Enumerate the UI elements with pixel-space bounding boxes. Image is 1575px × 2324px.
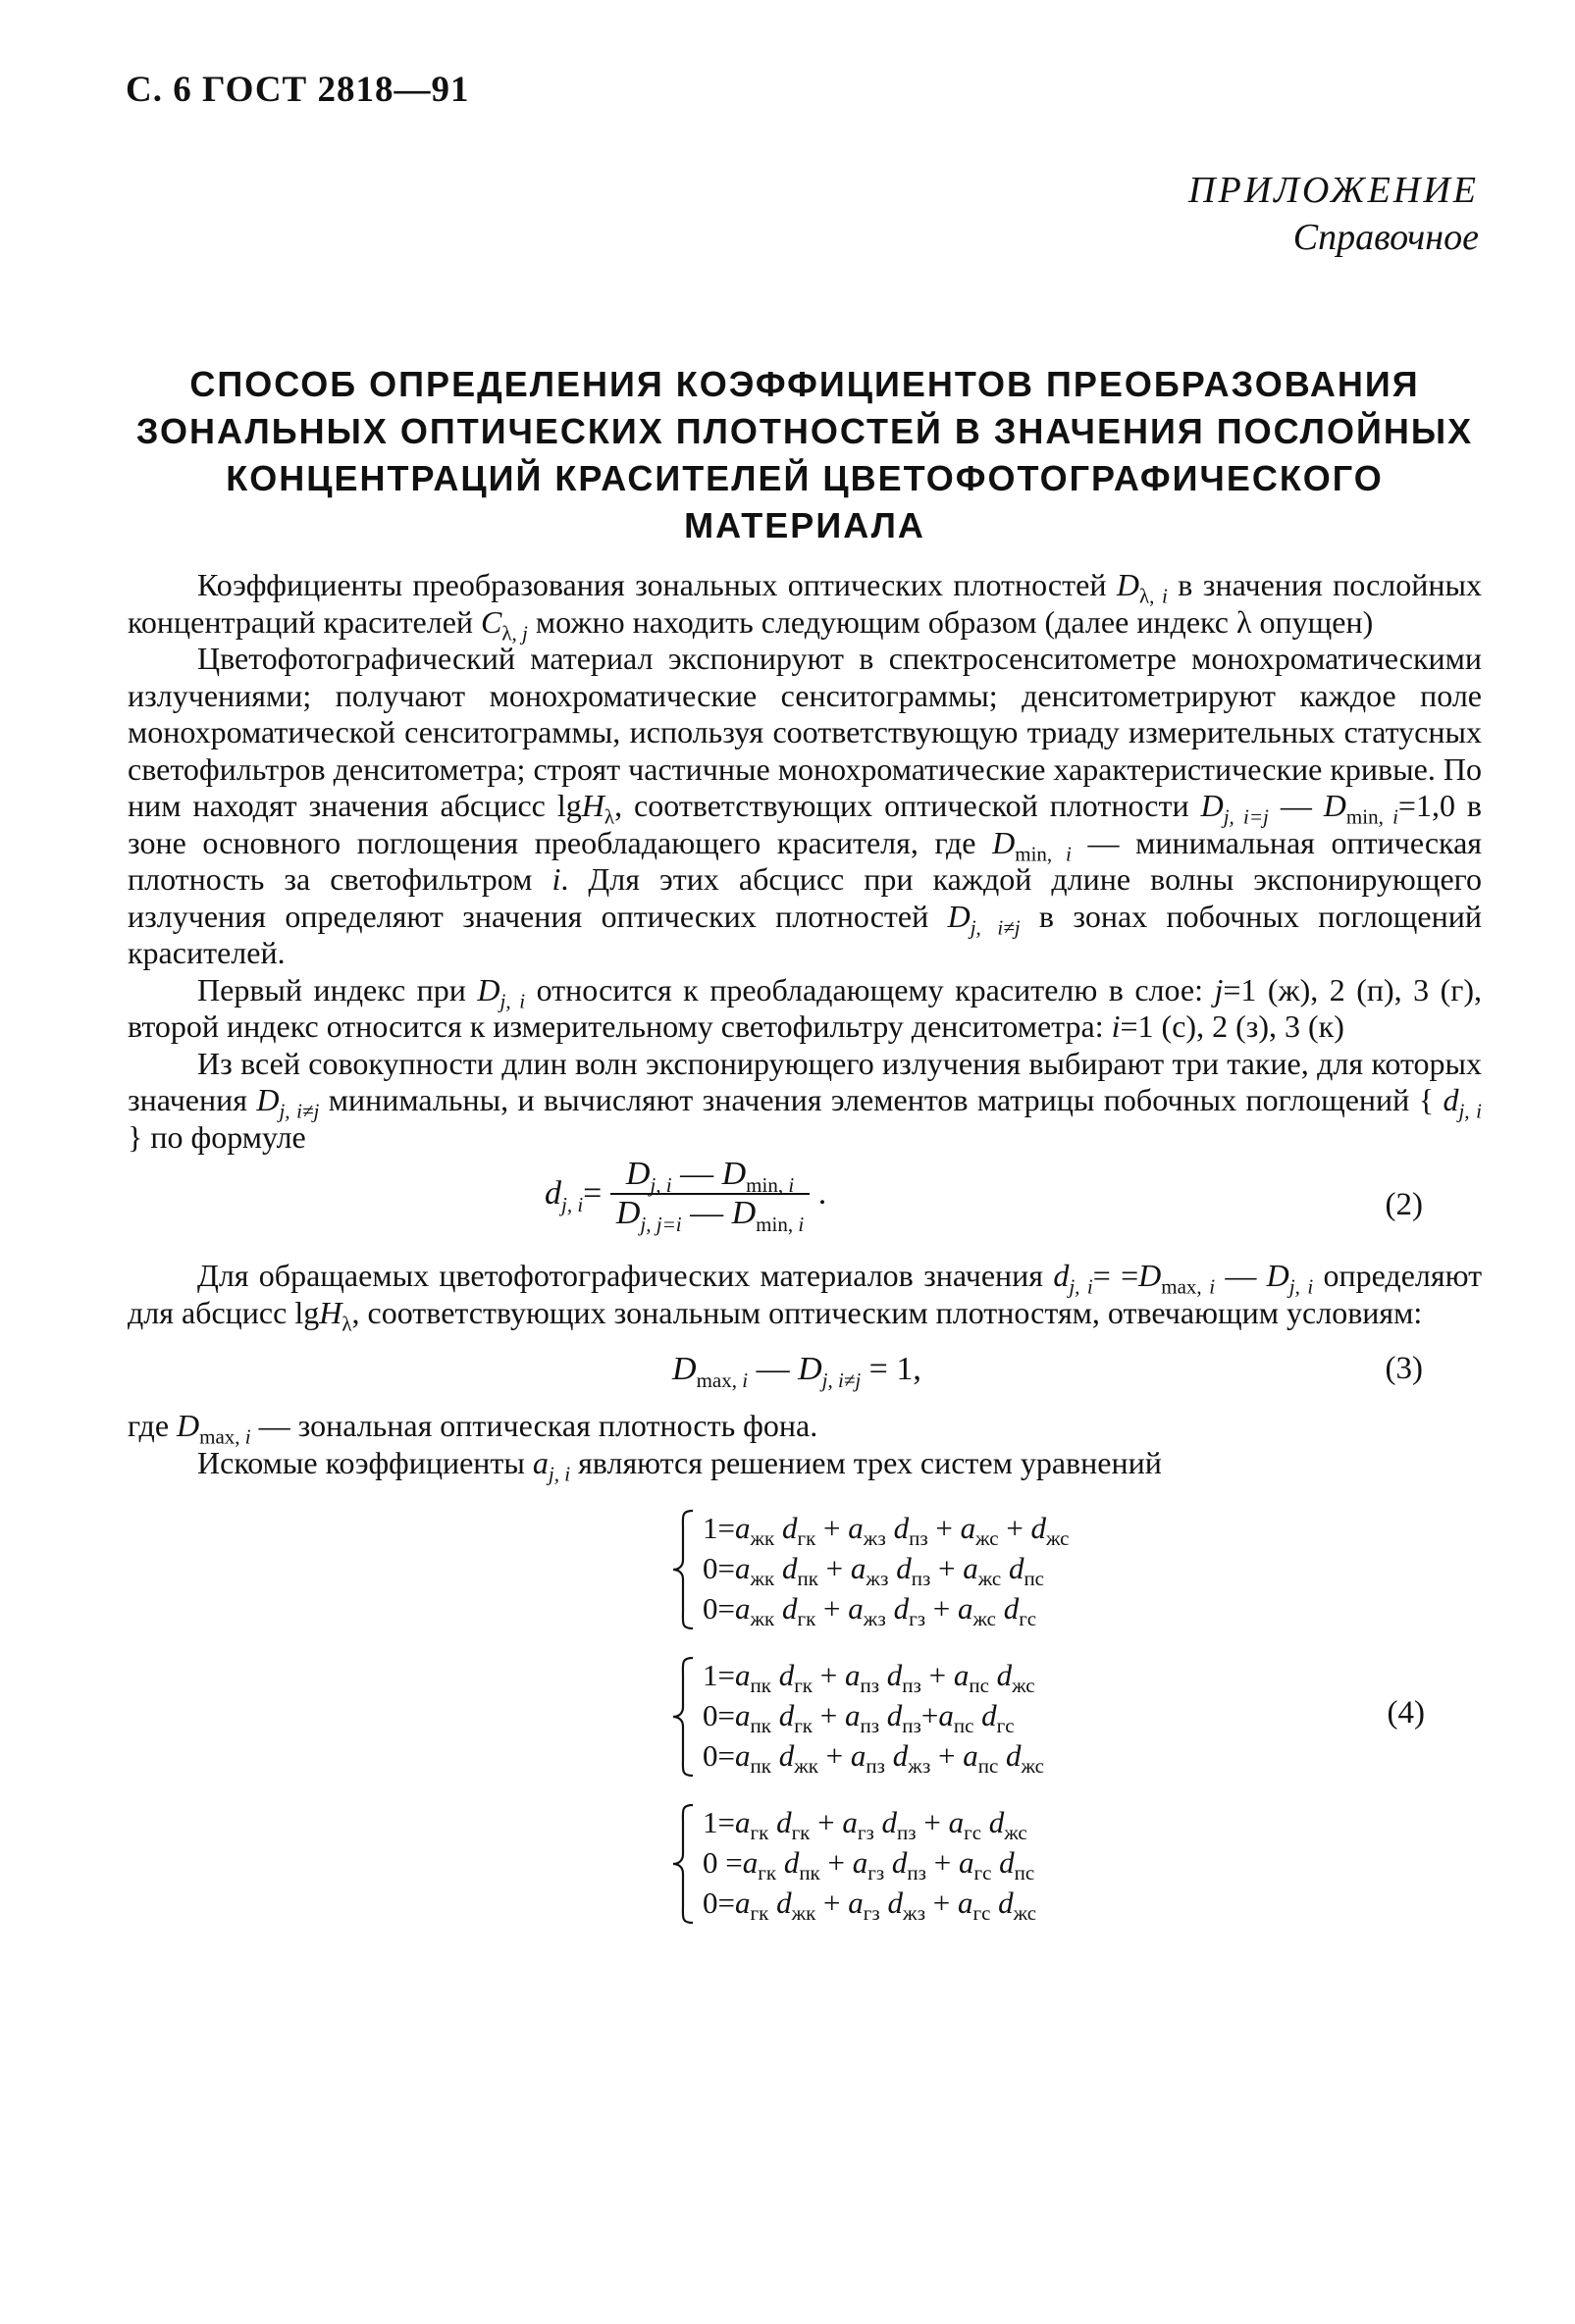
title-line: МАТЕРИАЛА <box>684 505 925 545</box>
equation-3 <box>128 1331 1482 1408</box>
equation-3-formula: $D_{max, i}$ — $D_{j, i\ne j} = 1$, <box>672 1351 921 1392</box>
document-body <box>128 567 1482 1925</box>
paragraph-reversal: Для обращаемых цветофотографических материалов значения $d_{j, i}= =D_{max, i}$ — $D_{j, i}$ определяют для абсцисс lgH$_\lambda$, соответствующих зональным оптическим плотностям, отвечающим условиям: <box>128 1258 1483 1335</box>
equation-system-1: $1=a_{жк}$ $d_{гк} + a_{жз}$ $d_{пз} + a_{жс} + d_{жс}$ $0=a_{жк}$ $d_{пк} + a_{жз}$ $d_{пз} + a_{жс}$ $d_{пс}$ $0=a_{жк}$ $d_{гк} + a_{жз}$ $d_{гз} + a_{жс}$ $d_{гс}$ <box>669 1509 1482 1630</box>
equation-4-number: (4) <box>1387 1695 1425 1730</box>
title-line: КОНЦЕНТРАЦИЙ КРАСИТЕЛЕЙ ЦВЕТОФОТОГРАФИЧЕСКОГО <box>226 458 1384 498</box>
equation-2 <box>128 1156 1482 1258</box>
paragraph-background: где $D_{max, i}$ — зональная оптическая плотность фона. <box>128 1408 818 1449</box>
title-line: СПОСОБ ОПРЕДЕЛЕНИЯ КОЭФФИЦИЕНТОВ ПРЕОБРАЗОВАНИЯ <box>189 364 1420 404</box>
appendix-label <box>1188 167 1479 261</box>
paragraph-intro: Коэффициенты преобразования зональных оптических плотностей $D_{\lambda, i}$ в значения послойных концентраций красителей $C_{\lambda, j}$ можно находить следующим образом (далее индекс λ опущен) <box>128 567 1483 645</box>
brace <box>669 1509 697 1630</box>
paragraph-coefficients: Искомые коэффициенты $a_{j, i}$ являются решением трех систем уравнений <box>197 1444 1162 1485</box>
paragraph-selection: Из всей совокупности длин волн экспонирующего излучения выбирают три такие, для которых значения $D_{j, i\ne j}$ минимальны, и вычисляют значения элементов матрицы побочных поглощений { $d_{j, i}$ } по формуле <box>128 1045 1483 1155</box>
appendix-type: Справочное <box>1292 217 1479 258</box>
appendix-title: ПРИЛОЖЕНИЕ <box>1188 170 1479 211</box>
page-header: С. 6 ГОСТ 2818—91 <box>126 70 470 110</box>
paragraph-indices: Первый индекс при $D_{j, i}$ относится к преобладающему красителю в слое: j=1 (ж), 2 (п), 3 (г), второй индекс относится к измерительному светофильтру денситометра: i=1 (с), 2 (з), 3 (к) <box>128 971 1483 1044</box>
equation-2-formula: $d_{j, i}=$ $\frac{D_{j, i} — D_{min, i}}{D_{j, j=i} — D_{min, i}}$ . <box>545 1156 827 1236</box>
equation-3-number: (3) <box>1385 1351 1423 1386</box>
document-title <box>128 361 1482 549</box>
equation-2-number: (2) <box>1385 1187 1423 1222</box>
brace <box>669 1803 697 1925</box>
fraction: $\frac{D_{j, i} — D_{min, i}}{D_{j, j=i} — D_{min, i}}$ <box>610 1156 810 1231</box>
equation-system-3: $1=a_{гк}$ $d_{гк} + a_{гз}$ $d_{пз} + a_{гс}$ $d_{жс}$ $0 =a_{гк}$ $d_{пк} + a_{гз}$ $d_{пз} + a_{гс}$ $d_{пс}$ $0=a_{гк}$ $d_{жк} + a_{гз}$ $d_{жз} + a_{гс}$ $d_{жс}$ <box>669 1803 1482 1925</box>
paragraph-method: Цветофотографический материал экспонируют в спектросенситометре монохроматическими излучениями; получают монохроматические сенситограммы; денситометрируют каждое поле монохроматической сенситограммы, используя соответствующую триаду измерительных статусных светофильтров денситометра; строят частичные монохроматические характеристические кривые. По ним находят значения абсцисс lgH$_\lambda$, соответствующих оптической плотности $D_{j, i=j}$ — $D_{min, i}=1,0$ в зоне основного поглощения преобладающего красителя, где $D_{min, i}$ — минимальная оптическая плотность за светофильтром i. Для этих абсцисс при каждой длине волны экспонирующего излучения определяют значения оптических плотностей $D_{j, i\ne j}$ в зонах побочных поглощений красителей. <box>128 641 1483 970</box>
brace <box>669 1656 697 1778</box>
title-line: ЗОНАЛЬНЫХ ОПТИЧЕСКИХ ПЛОТНОСТЕЙ В ЗНАЧЕНИЯ ПОСЛОЙНЫХ <box>135 411 1474 451</box>
equation-system-2: $1=a_{пк}$ $d_{гк} + a_{пз}$ $d_{пз} + a_{пс}$ $d_{жс}$ $0=a_{пк}$ $d_{гк} + a_{пз}$ $d_{пз}+a_{пс}$ $d_{гс}$ $0=a_{пк}$ $d_{жк} + a_{пз}$ $d_{жз} + a_{пс}$ $d_{жс}$ (4) <box>669 1656 1482 1778</box>
